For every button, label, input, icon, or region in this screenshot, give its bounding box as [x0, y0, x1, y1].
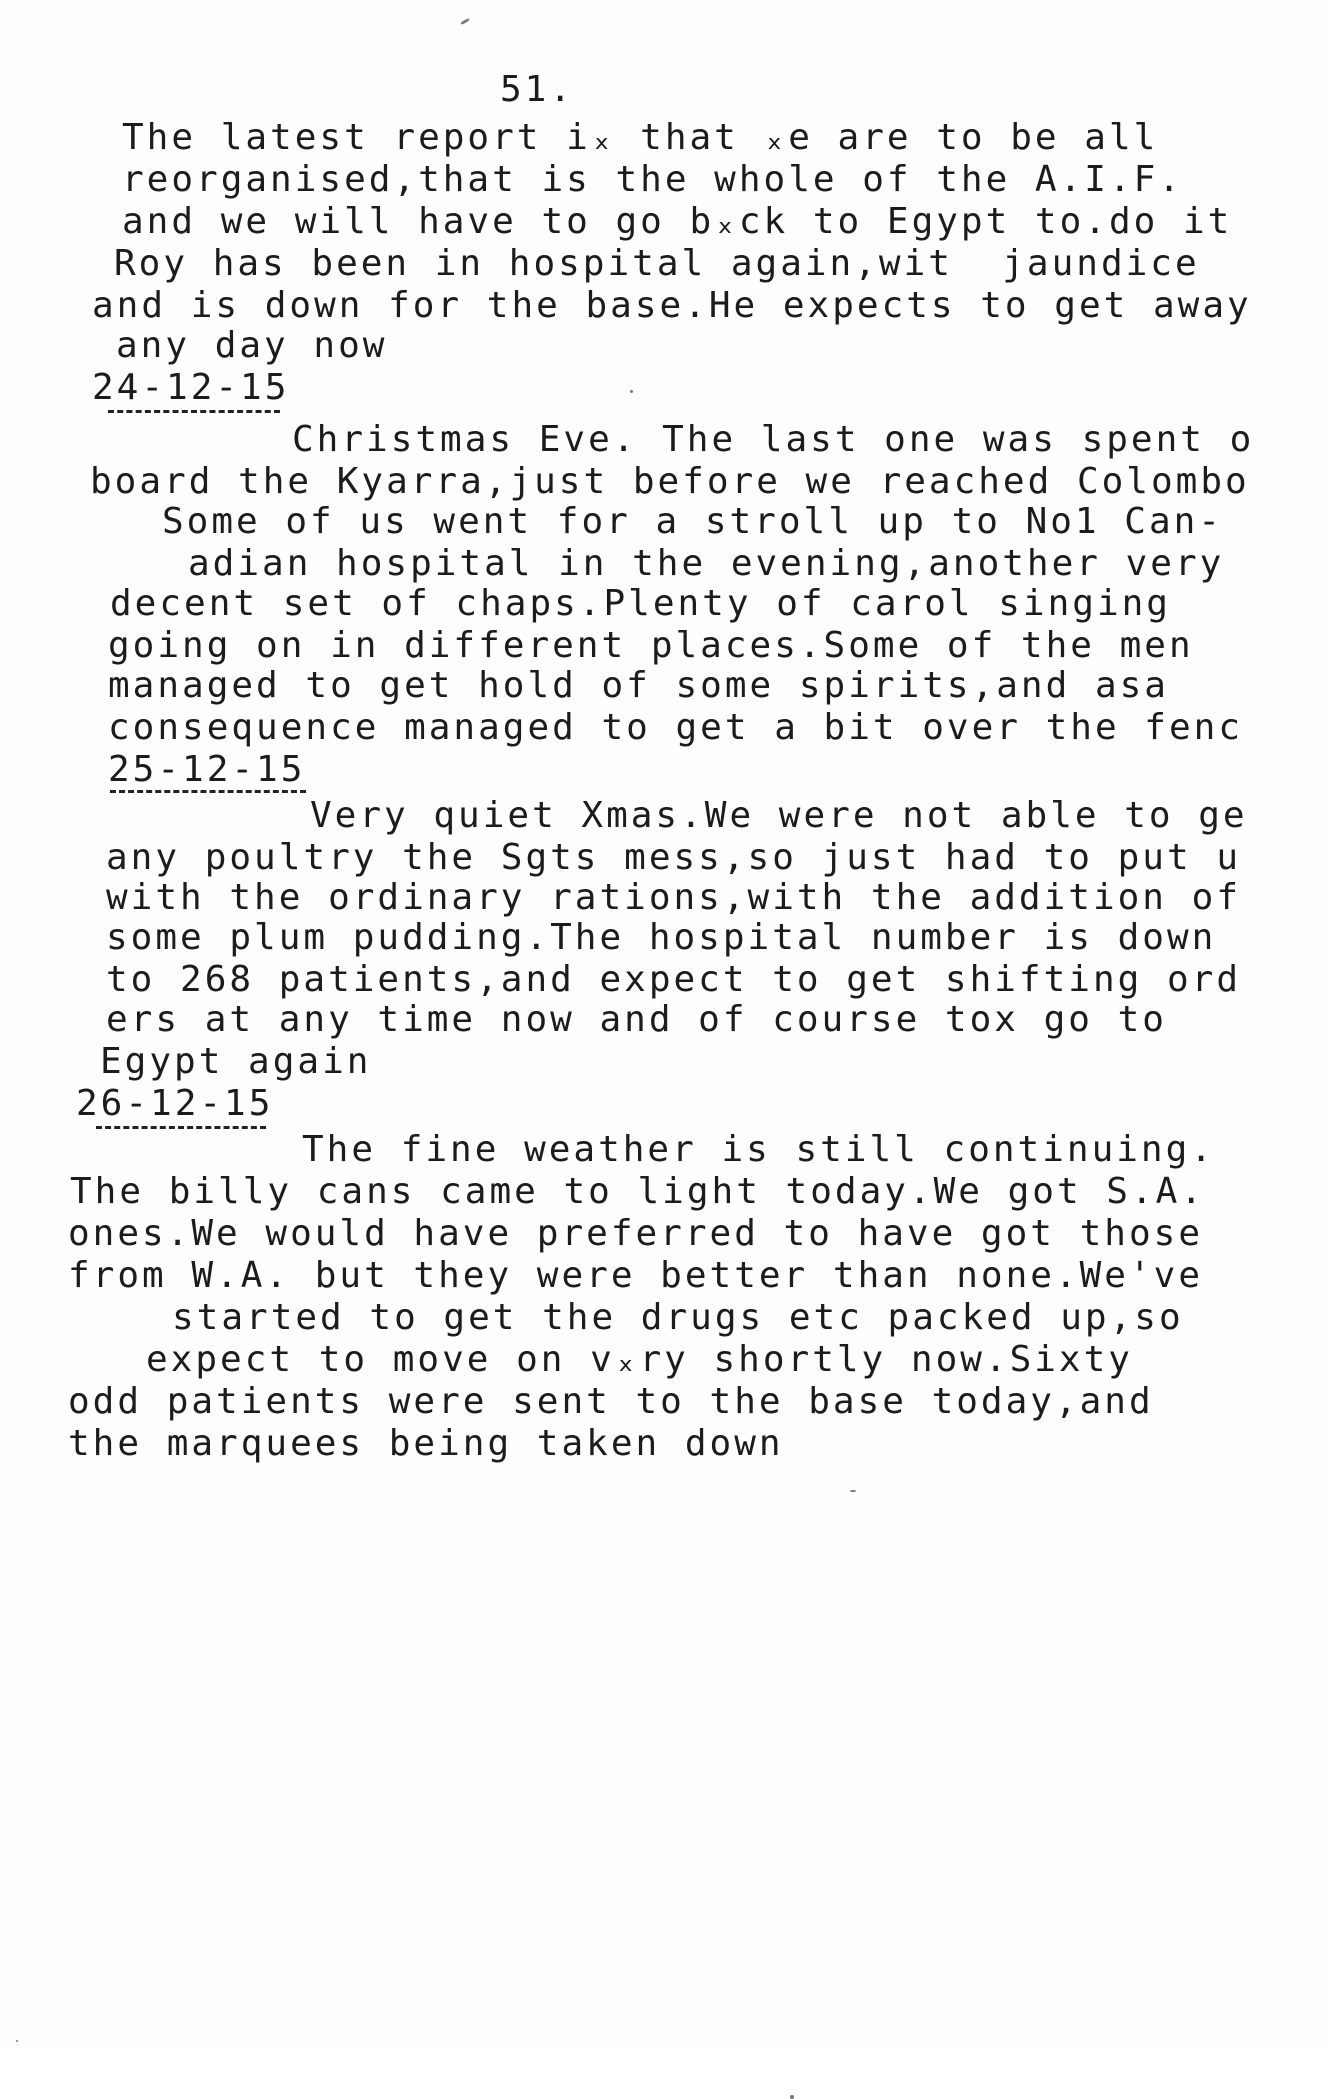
date-underline [108, 410, 280, 413]
diary-line: ones.We would have preferred to have got those [68, 1213, 1203, 1254]
diary-line: some plum pudding.The hospital number is down [106, 917, 1217, 958]
diary-line: expect to move on vₓry shortly now.Sixty [146, 1339, 1133, 1380]
diary-line: reorganised,that is the whole of the A.I.F. [122, 159, 1183, 200]
diary-line: The latest report iₓ that ₓe are to be all [122, 117, 1159, 158]
paper-speck [790, 2095, 794, 2099]
entry-date: 24-12-15 [92, 367, 290, 408]
date-underline [96, 1126, 266, 1129]
diary-line: the marquees being taken down [68, 1423, 784, 1464]
diary-line: started to get the drugs etc packed up,so [172, 1297, 1184, 1338]
diary-line: with the ordinary rations,with the addition of [106, 877, 1241, 918]
diary-line: managed to get hold of some spirits,and asa [108, 665, 1169, 706]
diary-line: any day now [116, 325, 388, 366]
diary-line: The billy cans came to light today.We got S.A. [70, 1171, 1205, 1212]
page-number: 51. [500, 69, 575, 110]
paper-speck [630, 390, 633, 393]
diary-line: Some of us went for a stroll up to No1 Can- [162, 501, 1223, 542]
diary-line: from W.A. but they were better than none.We've [68, 1255, 1203, 1296]
diary-line: odd patients were sent to the base today,and [68, 1381, 1154, 1422]
diary-line: Egypt again [100, 1041, 372, 1082]
diary-line: consequence managed to get a bit over the fenc [108, 707, 1243, 748]
diary-line: adian hospital in the evening,another very [188, 543, 1225, 584]
diary-line: any poultry the Sgts mess,so just had to put u [106, 837, 1241, 878]
entry-date: 25-12-15 [108, 749, 306, 790]
diary-line: going on in different places.Some of the men [108, 625, 1194, 666]
paper-speck [850, 1490, 856, 1492]
diary-line: Roy has been in hospital again,wit jaundice [114, 243, 1200, 284]
paper-speck [460, 18, 470, 26]
date-underline [110, 790, 306, 793]
diary-line: decent set of chaps.Plenty of carol singing [110, 583, 1171, 624]
diary-line: and is down for the base.He expects to get away [92, 285, 1252, 326]
diary-line: Christmas Eve. The last one was spent o [292, 419, 1255, 460]
diary-line: and we will have to go bₓck to Egypt to.do it [122, 201, 1233, 242]
diary-line: The fine weather is still continuing. [302, 1129, 1215, 1170]
paper-speck [16, 2040, 18, 2042]
diary-line: ers at any time now and of course tox go to [106, 999, 1167, 1040]
diary-line: Very quiet Xmas.We were not able to ge [310, 795, 1248, 836]
entry-date: 26-12-15 [76, 1083, 274, 1124]
diary-line: to 268 patients,and expect to get shifting ord [106, 959, 1241, 1000]
diary-line: board the Kyarra,just before we reached Colombo [90, 461, 1250, 502]
